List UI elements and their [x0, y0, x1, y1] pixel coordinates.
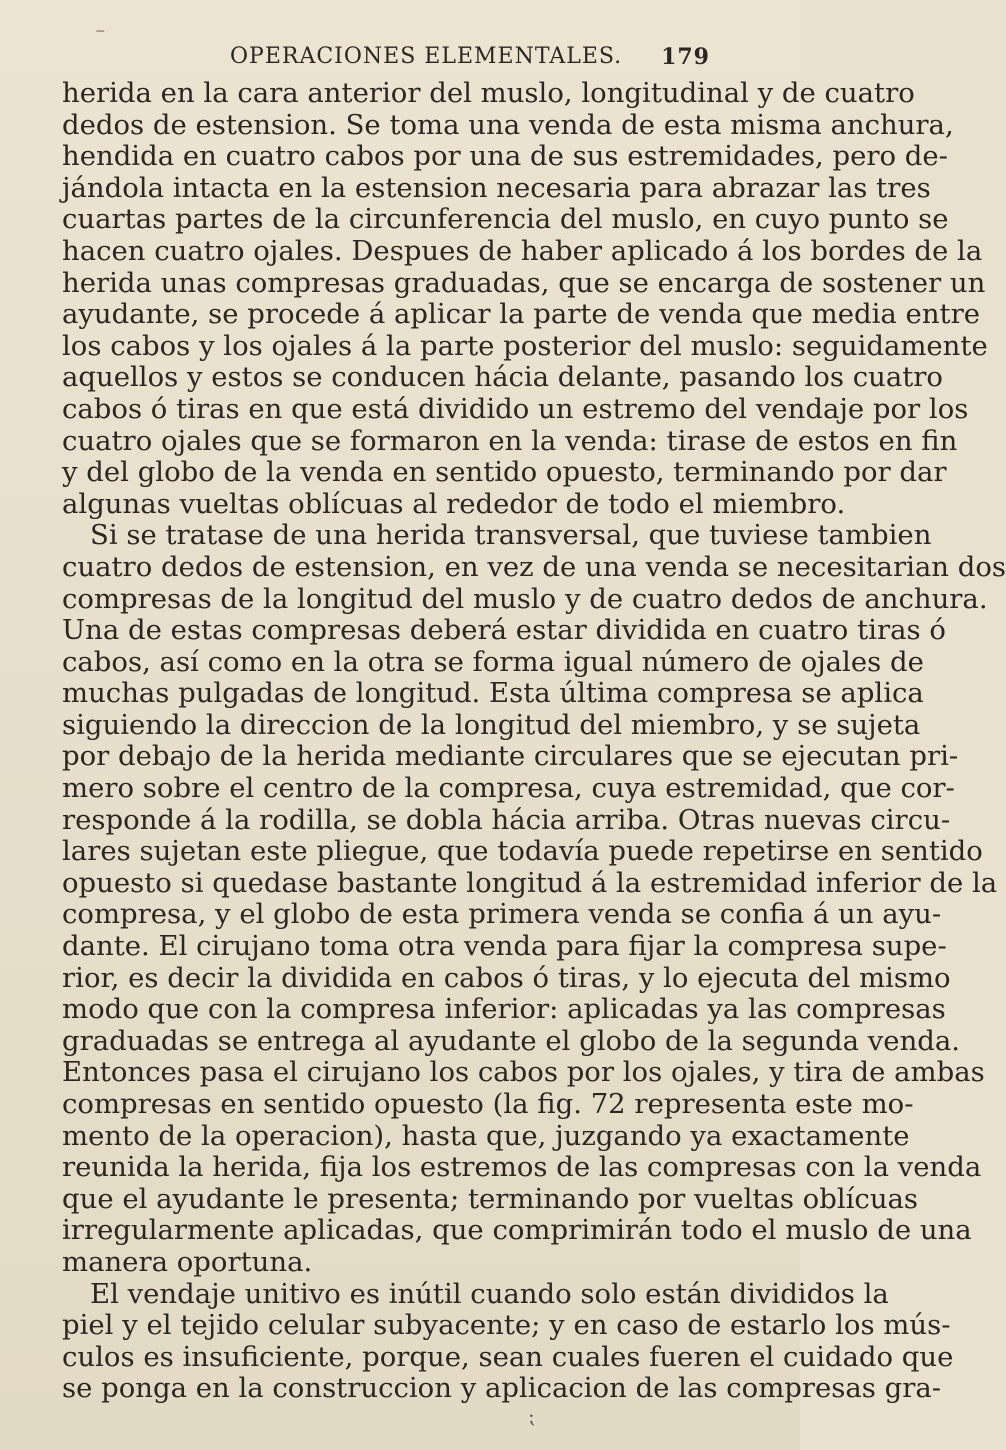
margin-mark: ⁏	[528, 1404, 535, 1428]
body-text	[62, 77, 1006, 1405]
text-line: dedos de estension. Se toma una venda de esta misma anchura,	[62, 108, 954, 141]
text-line: irregularmente aplicadas, que comprimirán todo el muslo de una	[62, 1214, 972, 1247]
text-line: hendida en cuatro cabos por una de sus estremidades, pero de-	[62, 140, 948, 173]
text-line: aquellos y estos se conducen hácia delante, pasando los cuatro	[62, 361, 943, 394]
text-line: cuartas partes de la circunferencia del muslo, en cuyo punto se	[62, 203, 949, 236]
text-line: opuesto si quedase bastante longitud á la estremidad inferior de la	[62, 866, 998, 899]
text-line: El vendaje unitivo es inútil cuando solo están divididos la	[90, 1277, 889, 1310]
running-title: OPERACIONES ELEMENTALES.	[230, 44, 623, 69]
text-line: dante. El cirujano toma otra venda para fijar la compresa supe-	[62, 930, 947, 963]
text-line: culos es insuficiente, porque, sean cuales fueren el cuidado que	[62, 1340, 954, 1373]
text-line: mero sobre el centro de la compresa, cuya estremidad, que cor-	[62, 772, 955, 805]
text-line: por debajo de la herida mediante circulares que se ejecutan pri-	[62, 740, 959, 773]
text-line: se ponga en la construccion y aplicacion de las compresas gra-	[62, 1372, 942, 1405]
text-line: piel y el tejido celular subyacente; y en caso de estarlo los mús-	[62, 1309, 951, 1342]
text-line: herida en la cara anterior del muslo, longitudinal y de cuatro	[62, 77, 915, 109]
text-line: jándola intacta en la estension necesaria para abrazar las tres	[62, 171, 931, 204]
text-line: Una de estas compresas deberá estar dividida en cuatro tiras ó	[62, 614, 946, 647]
text-line: cuatro dedos de estension, en vez de una venda se necesitarian dos	[62, 550, 1006, 583]
margin-mark: ⁻	[95, 22, 106, 46]
text-line: graduadas se entrega al ayudante el globo de la segunda venda.	[62, 1024, 961, 1057]
text-line: compresa, y el globo de esta primera venda se confia á un ayu-	[62, 898, 942, 931]
text-line: cuatro ojales que se formaron en la venda: tirase de estos en fin	[62, 424, 958, 457]
text-line: reunida la herida, fija los estremos de las compresas con la venda	[62, 1151, 982, 1184]
text-line: responde á la rodilla, se dobla hácia arriba. Otras nuevas circu-	[62, 803, 951, 836]
text-line: Entonces pasa el cirujano los cabos por los ojales, y tira de ambas	[62, 1056, 985, 1089]
text-line: compresas en sentido opuesto (la fig. 72 representa este mo-	[62, 1088, 914, 1120]
running-header	[230, 44, 750, 74]
text-line: modo que con la compresa inferior: aplicadas ya las compresas	[62, 993, 946, 1026]
text-line: los cabos y los ojales á la parte posterior del muslo: seguidamente	[62, 329, 988, 362]
text-line: rior, es decir la dividida en cabos ó tiras, y lo ejecuta del mismo	[62, 961, 951, 994]
text-line: cabos ó tiras en que está dividido un estremo del vendaje por los	[62, 392, 969, 425]
text-line: Si se tratase de una herida transversal, que tuviese tambien	[90, 519, 932, 552]
text-line: cabos, así como en la otra se forma igual número de ojales de	[62, 645, 924, 678]
text-line: algunas vueltas oblícuas al rededor de todo el miembro.	[62, 487, 846, 520]
text-line: mento de la operacion), hasta que, juzgando ya exactamente	[62, 1119, 910, 1152]
text-line: y del globo de la venda en sentido opuesto, terminando por dar	[62, 456, 947, 489]
text-line: manera oportuna.	[62, 1245, 313, 1278]
text-line: muchas pulgadas de longitud. Esta última compresa se aplica	[62, 677, 924, 710]
text-line: siguiendo la direccion de la longitud del miembro, y se sujeta	[62, 708, 921, 741]
text-line: herida unas compresas graduadas, que se encarga de sostener un	[62, 266, 986, 299]
text-line: ayudante, se procede á aplicar la parte de venda que media entre	[62, 298, 981, 331]
text-line: hacen cuatro ojales. Despues de haber aplicado á los bordes de la	[62, 234, 983, 267]
text-line: compresas de la longitud del muslo y de cuatro dedos de anchura.	[62, 582, 988, 615]
text-line: lares sujetan este pliegue, que todavía puede repetirse en sentido	[62, 835, 983, 868]
text-line: que el ayudante le presenta; terminando por vueltas oblícuas	[62, 1182, 919, 1215]
page-number: 179	[661, 44, 710, 70]
